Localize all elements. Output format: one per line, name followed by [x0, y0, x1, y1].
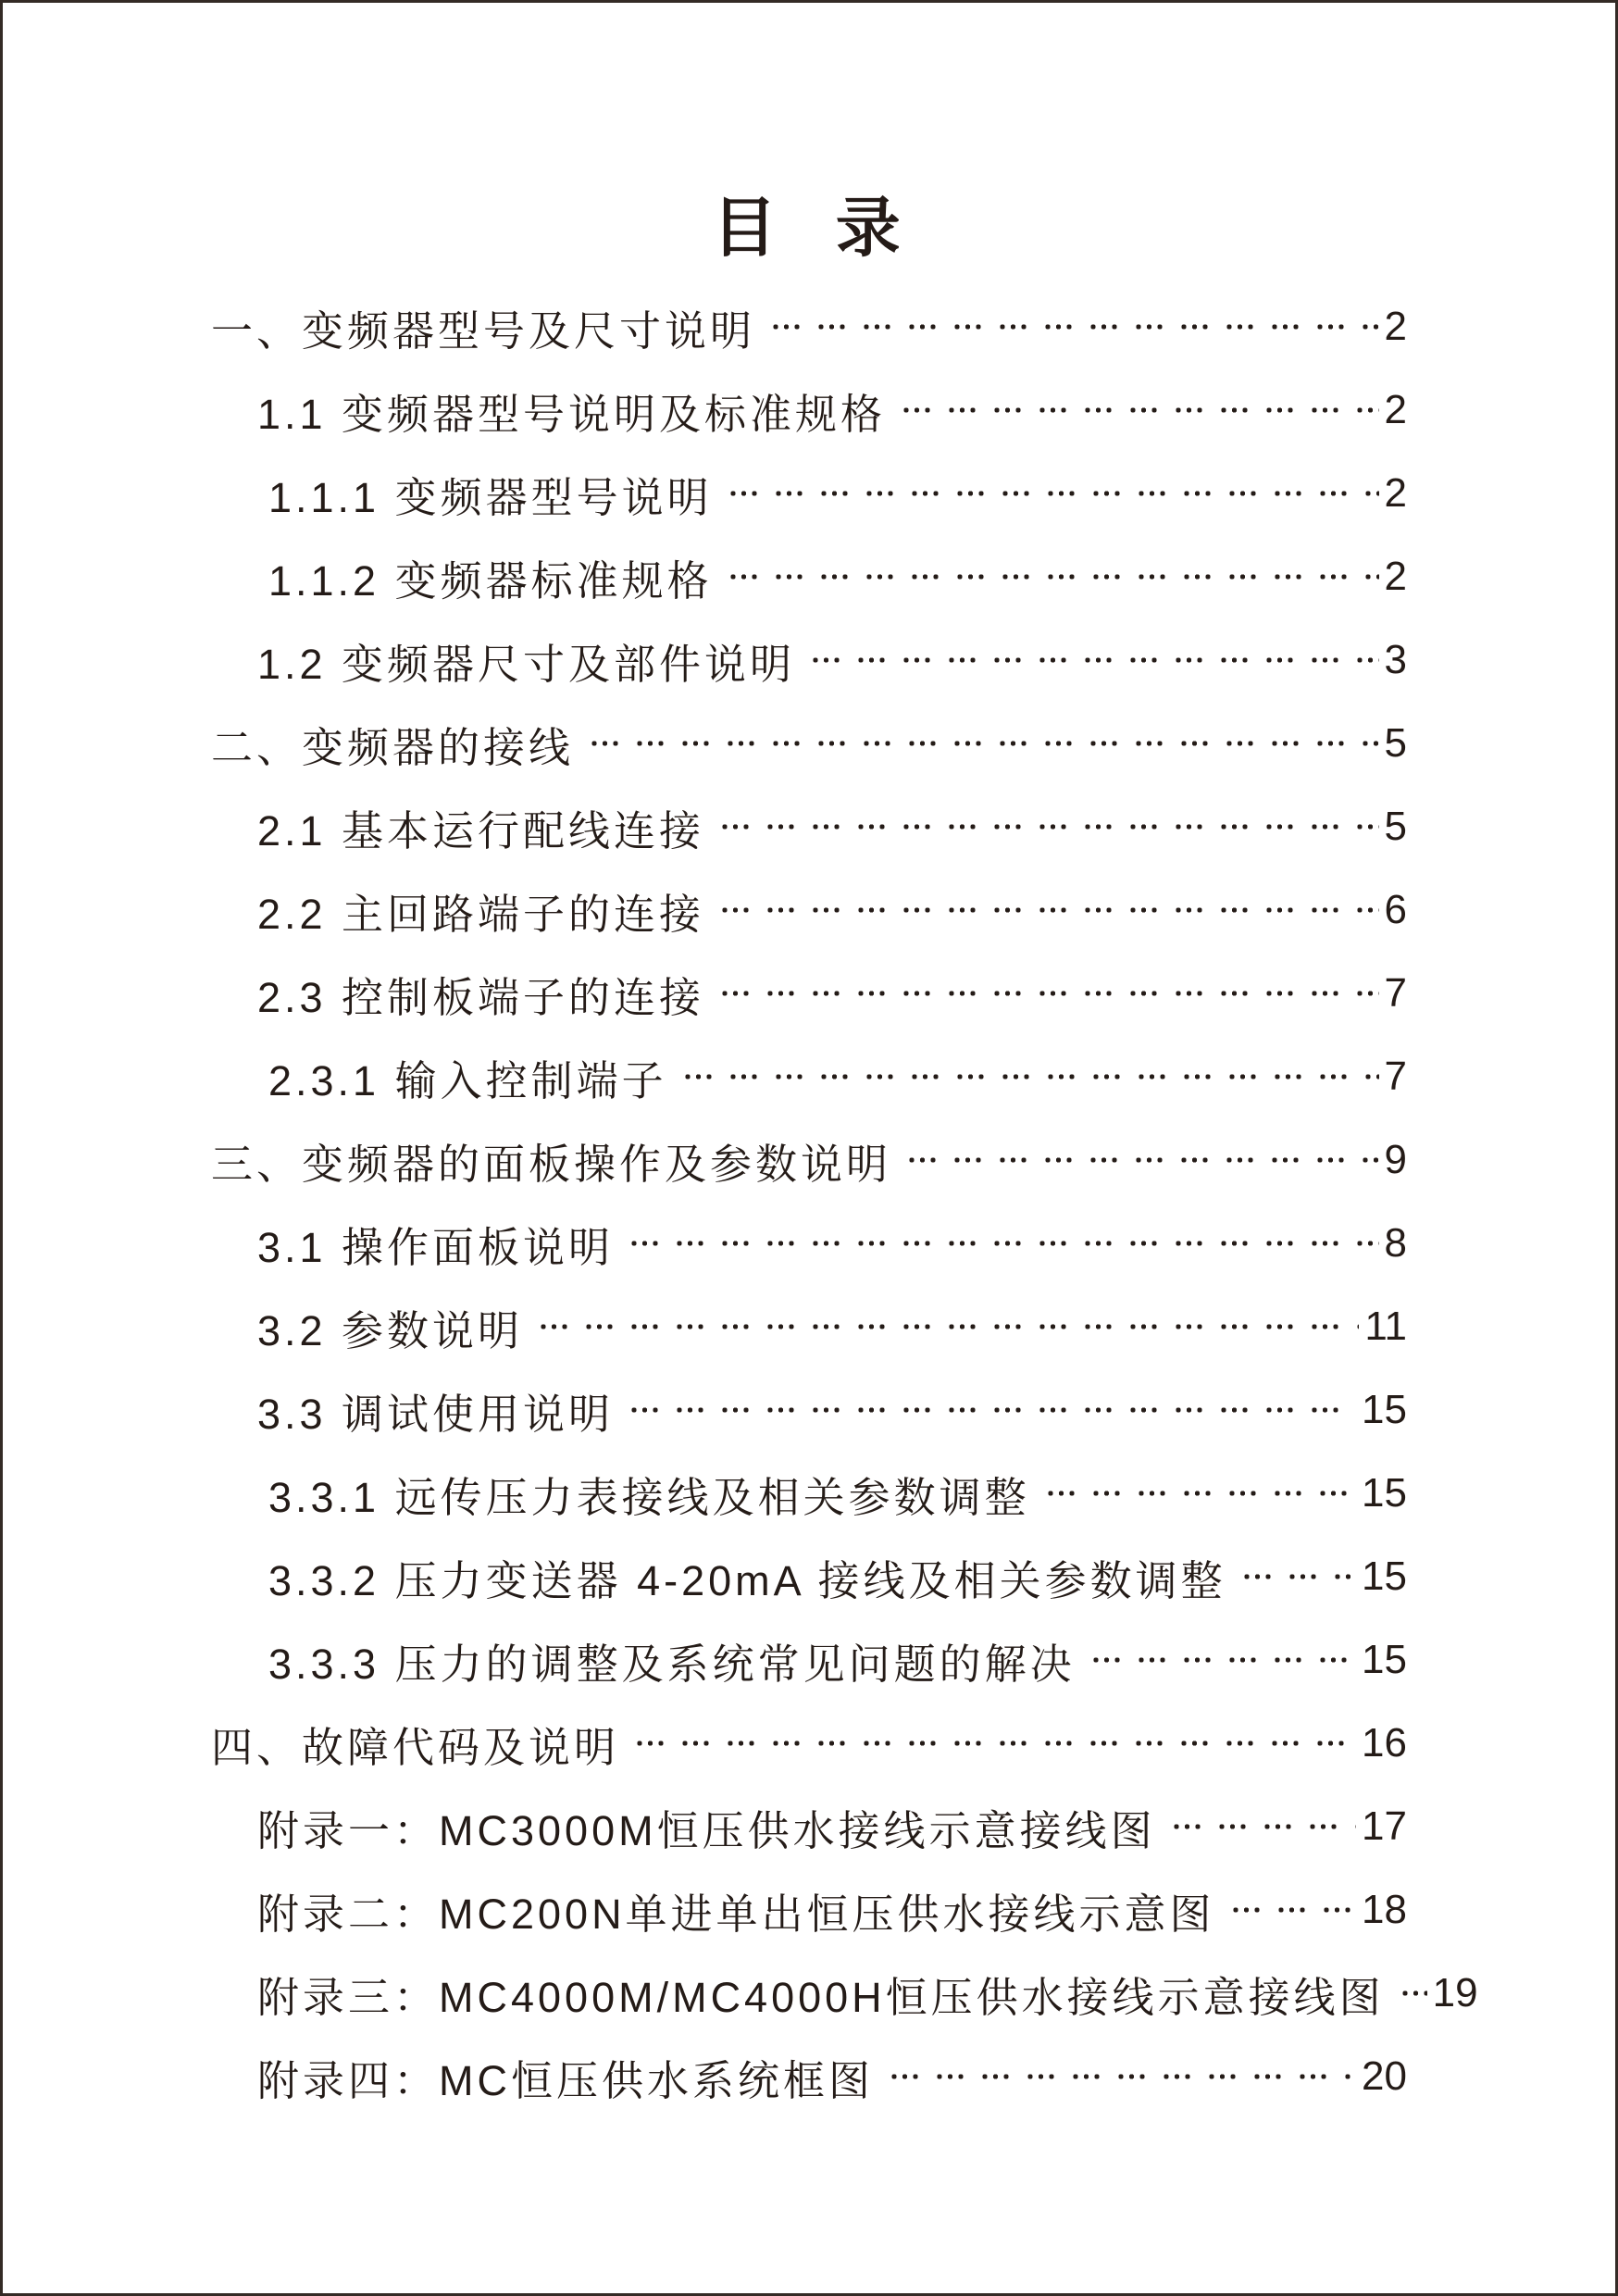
dot-leader [719, 868, 1378, 952]
toc-entry [211, 1368, 1407, 1452]
toc-entry [211, 368, 1407, 452]
toc-entry-page: 15 [1362, 1387, 1407, 1432]
toc-entry-label: 3.3.1 远传压力表接线及相关参数调整 [268, 1473, 1030, 1521]
toc-entry-label: 三、变频器的面板操作及参数说明 [211, 1140, 892, 1188]
toc-entry-label: 四、故障代码及说明 [211, 1723, 620, 1771]
toc-entry [211, 785, 1407, 868]
toc-entry-label: 二、变频器的接线 [211, 723, 575, 771]
toc-entry-label: 3.3.2 压力变送器 4-20mA 接线及相关参数调整 [268, 1556, 1226, 1604]
dot-leader [728, 452, 1379, 535]
toc-entry-label: 1.1.2 变频器标准规格 [268, 556, 713, 605]
toc-entry-label: 2.1 基本运行配线连接 [257, 806, 705, 855]
dot-leader [589, 702, 1379, 785]
toc-entry-label: 2.3 控制板端子的连接 [257, 973, 705, 1021]
dot-leader [1171, 1785, 1356, 1868]
toc-entry-label: 3.3 调试使用说明 [257, 1390, 615, 1438]
toc-entry-label: 3.3.3 压力的调整及系统常见问题的解决 [268, 1640, 1076, 1688]
dot-leader [682, 1035, 1379, 1118]
toc-entry-page: 5 [1384, 720, 1407, 766]
toc-entry [211, 1618, 1407, 1702]
toc-entry-label: 附录三：MC4000M/MC4000H恒压供水接线示意接线图 [257, 1973, 1385, 2021]
toc-entry [211, 1868, 1407, 1952]
toc-entry-label: 2.3.1 输入控制端子 [268, 1056, 667, 1104]
dot-leader [719, 952, 1378, 1035]
toc-entry-page: 15 [1362, 1470, 1407, 1516]
toc-entry-page: 2 [1384, 554, 1407, 599]
toc-entry [211, 285, 1407, 368]
dot-leader [889, 2035, 1356, 2118]
dot-leader [719, 785, 1378, 868]
toc-entry-page: 8 [1384, 1220, 1407, 1266]
toc-entry-page: 7 [1384, 1054, 1407, 1099]
toc-list [3, 285, 1615, 2118]
toc-entry [211, 1535, 1407, 1618]
toc-entry [211, 952, 1407, 1035]
dot-leader [1090, 1618, 1356, 1702]
toc-entry-page: 11 [1364, 1304, 1407, 1349]
dot-leader [1045, 1452, 1356, 1535]
dot-leader [634, 1702, 1356, 1785]
toc-entry [211, 1702, 1407, 1785]
dot-leader [728, 535, 1379, 618]
toc-entry [211, 1452, 1407, 1535]
toc-entry [211, 1202, 1407, 1285]
toc-entry-label: 附录四：MC恒压供水系统框图 [257, 2056, 874, 2104]
toc-entry [211, 618, 1407, 702]
toc-entry [211, 2035, 1407, 2118]
toc-entry-label: 3.1 操作面板说明 [257, 1223, 615, 1271]
toc-entry-page: 18 [1362, 1887, 1407, 1932]
toc-entry-label: 1.1.1 变频器型号说明 [268, 473, 713, 521]
toc-entry-page: 16 [1362, 1720, 1407, 1766]
dot-leader [629, 1368, 1356, 1452]
toc-entry [211, 702, 1407, 785]
toc-entry-page: 3 [1384, 637, 1407, 682]
dot-leader [906, 1118, 1379, 1202]
toc-entry-page: 15 [1362, 1554, 1407, 1599]
toc-entry-page: 2 [1384, 387, 1407, 432]
dot-leader [810, 618, 1378, 702]
toc-entry-page: 17 [1362, 1803, 1407, 1849]
dot-leader [1230, 1868, 1356, 1952]
toc-entry [211, 535, 1407, 618]
toc-entry-page: 6 [1384, 887, 1407, 932]
toc-entry [211, 1285, 1407, 1368]
dot-leader [538, 1285, 1359, 1368]
dot-leader [1400, 1952, 1427, 2035]
toc-entry-label: 一、变频器型号及尺寸说明 [211, 306, 756, 355]
toc-entry-label: 1.1 变频器型号说明及标准规格 [257, 390, 887, 438]
toc-entry-page: 9 [1384, 1137, 1407, 1182]
toc-entry-page: 2 [1384, 470, 1407, 516]
toc-entry-page: 15 [1362, 1637, 1407, 1682]
toc-entry-page: 2 [1384, 304, 1407, 349]
toc-entry-label: 3.2 参数说明 [257, 1306, 524, 1354]
toc-entry [211, 452, 1407, 535]
toc-entry-label: 附录二：MC200N单进单出恒压供水接线示意图 [257, 1890, 1215, 1938]
toc-entry-label: 附录一：MC3000M恒压供水接线示意接线图 [257, 1806, 1156, 1854]
toc-entry [211, 868, 1407, 952]
toc-entry-page: 19 [1432, 1970, 1478, 2015]
toc-entry-label: 2.2 主回路端子的连接 [257, 890, 705, 938]
toc-entry-page: 7 [1384, 970, 1407, 1016]
toc-entry [211, 1785, 1407, 1868]
toc-entry-label: 1.2 变频器尺寸及部件说明 [257, 640, 796, 688]
toc-entry-page: 20 [1362, 2053, 1407, 2099]
toc-entry [211, 1035, 1407, 1118]
dot-leader [770, 285, 1379, 368]
dot-leader [901, 368, 1378, 452]
dot-leader [629, 1202, 1378, 1285]
toc-entry [211, 1952, 1478, 2035]
page-title: 目 录 [712, 193, 906, 265]
toc-entry [211, 1118, 1407, 1202]
toc-entry-page: 5 [1384, 804, 1407, 849]
dot-leader [1241, 1535, 1356, 1618]
